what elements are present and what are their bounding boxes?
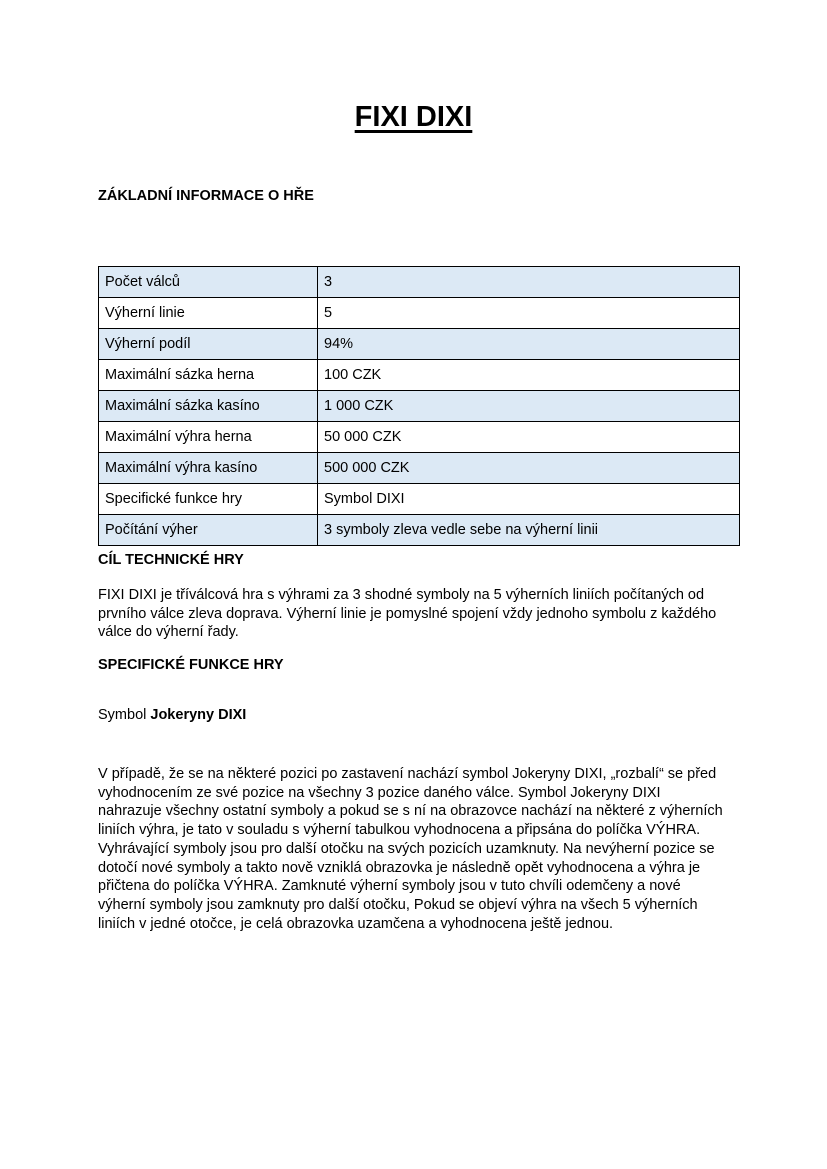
table-cell-label: Počet válců	[99, 267, 318, 298]
table-cell-value: 94%	[318, 329, 740, 360]
symbol-line	[98, 706, 738, 725]
page-title-text: FIXI DIXI	[354, 101, 473, 133]
table-row	[99, 453, 740, 484]
table-row	[99, 484, 740, 515]
table-cell-value: 500 000 CZK	[318, 453, 740, 484]
game-info-table	[98, 266, 740, 546]
table-row	[99, 329, 740, 360]
table-cell-label: Specifické funkce hry	[99, 484, 318, 515]
table-row	[99, 422, 740, 453]
table-cell-value: 100 CZK	[318, 360, 740, 391]
table-cell-label: Maximální sázka herna	[99, 360, 318, 391]
table-cell-label: Výherní linie	[99, 298, 318, 329]
table-cell-label: Výherní podíl	[99, 329, 318, 360]
table-row	[99, 391, 740, 422]
table-row	[99, 267, 740, 298]
table-cell-label: Maximální výhra herna	[99, 422, 318, 453]
table-cell-value: 5	[318, 298, 740, 329]
section-heading-basic-info: ZÁKLADNÍ INFORMACE O HŘE	[98, 188, 314, 204]
table-cell-label: Maximální výhra kasíno	[99, 453, 318, 484]
table-cell-value: 3 symboly zleva vedle sebe na výherní linii	[318, 515, 740, 546]
table-row	[99, 515, 740, 546]
table-cell-value: 50 000 CZK	[318, 422, 740, 453]
table-row	[99, 298, 740, 329]
table-cell-value: Symbol DIXI	[318, 484, 740, 515]
table-cell-value: 1 000 CZK	[318, 391, 740, 422]
table-cell-value: 3	[318, 267, 740, 298]
section-heading-goal: CÍL TECHNICKÉ HRY	[98, 552, 244, 568]
table-row	[99, 360, 740, 391]
symbol-prefix: Symbol	[98, 707, 151, 723]
table-cell-label: Počítání výher	[99, 515, 318, 546]
page-title	[0, 97, 827, 137]
section-heading-specific-features: SPECIFICKÉ FUNKCE HRY	[98, 657, 284, 673]
symbol-description-paragraph: V případě, že se na některé pozici po zastavení nachází symbol Jokeryny DIXI, „rozbalí“ se před vyhodnocením ze své pozice na všechny 3 pozice daného válce. Symbol Jokeryny DIXI nahrazuje všechny ostatní symboly a pokud se s ní na obrazovce nachází na některé z výherních liniích výhra, je tato v souladu s výherní tabulkou vyhodnocena a připsána do políčka VÝHRA. Vyhrávající symboly jsou pro další otočku na svých pozicích uzamknuty. Na nevýherní pozice se dotočí nové symboly a takto nově vzniklá obrazovka je následně opět vyhodnocena a výhra je přičtena do políčka VÝHRA. Zamknuté výherní symboly jsou v tuto chvíli odemčeny a nové výherní symboly jsou zamknuty pro další otočku, Pokud se objeví výhra na všech 5 výherních liniích v jedné otočce, je celá obrazovka uzamčena a vyhodnocena ještě jednou.	[98, 766, 723, 932]
goal-paragraph: FIXI DIXI je tříválcová hra s výhrami za 3 shodné symboly na 5 výherních liniích počítaných od prvního válce zleva doprava. Výherní linie je pomyslné spojení vždy jednoho symbolu z každého válce do výherní řady.	[98, 587, 717, 641]
symbol-name: Jokeryny DIXI	[150, 707, 247, 723]
table-cell-label: Maximální sázka kasíno	[99, 391, 318, 422]
